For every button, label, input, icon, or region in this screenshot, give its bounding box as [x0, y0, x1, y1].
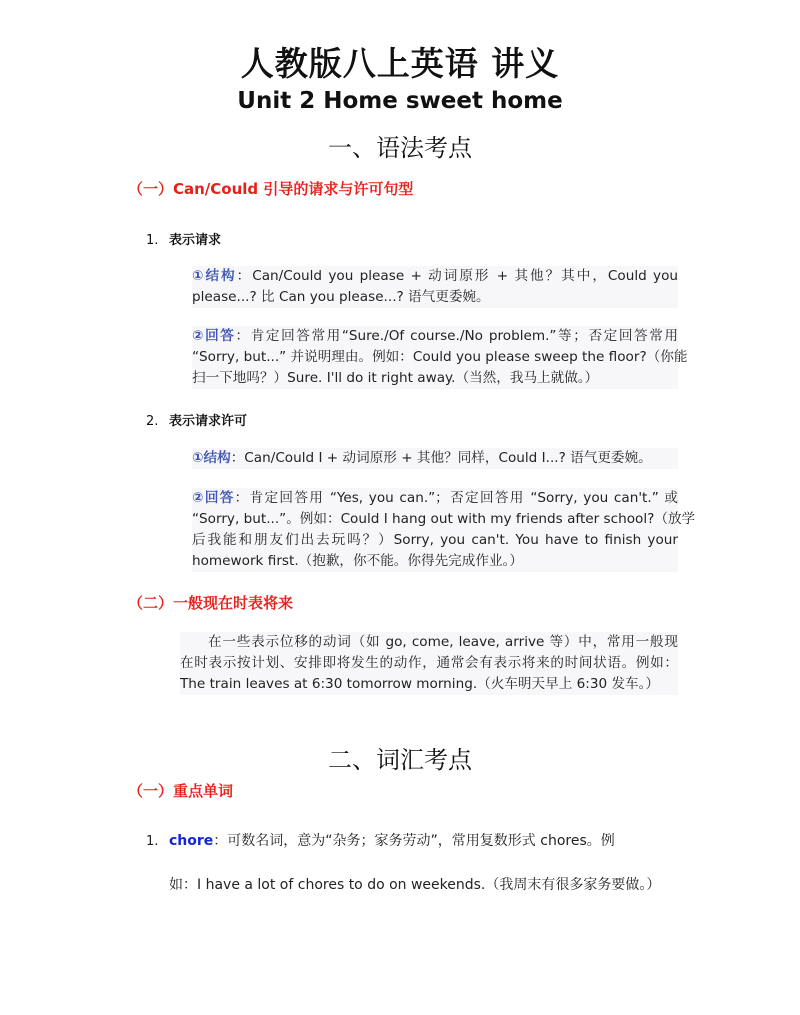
list-number: 1. — [146, 834, 159, 849]
text-line: 在时表示按计划、安排即将发生的动作，通常会有表示将来的时间状语。例如： — [180, 655, 678, 671]
list-number: 1. — [146, 233, 159, 248]
vocab-item-chore — [146, 830, 678, 850]
list-item-request-heading — [146, 229, 221, 248]
subsection-heading-can-could: （一）Can/Could 引导的请求与许可句型 — [128, 180, 414, 198]
unit-title: Unit 2 Home sweet home — [237, 88, 563, 114]
answer-text: ：肯定回答用 “Yes, you can.”；否定回答用 “Sorry, you can't.” 或 — [234, 490, 678, 506]
keyword-chore: chore — [169, 833, 214, 849]
list-number: 2. — [146, 414, 159, 429]
vocab-example-line: 如：I have a lot of chores to do on weekends.（我周末有很多家务要做。） — [169, 877, 661, 893]
text-line — [192, 488, 678, 509]
list-item-title: 表示请求许可 — [169, 414, 248, 429]
structure-text: ：Can/Could you please + 动词原形 + 其他？其中，Could you — [236, 268, 678, 284]
text-line: 后我能和朋友们出去玩吗？）Sorry, you can't. You have to finish your — [192, 532, 678, 548]
text-line: 在一些表示位移的动词（如 go, come, leave, arrive 等）中，常用一般现 — [208, 634, 678, 650]
answer-block-request — [192, 326, 688, 389]
paragraph-present-for-future — [180, 632, 678, 695]
structure-block-request — [192, 266, 678, 308]
answer-label: ②回答 — [192, 490, 235, 506]
answer-label: ②回答 — [192, 328, 236, 344]
text-line — [192, 448, 678, 469]
subsection-heading-key-words: （一）重点单词 — [128, 782, 234, 800]
text-line: The train leaves at 6:30 tomorrow morning.（火车明天早上 6:30 发车。） — [180, 676, 660, 692]
list-item-permission-heading — [146, 410, 247, 429]
answer-text: ：肯定回答常用“Sure./Of course./No problem.”等；否定回答常用 — [235, 328, 678, 344]
answer-block-permission — [192, 488, 696, 572]
structure-block-permission — [192, 448, 678, 469]
structure-label: ①结构 — [192, 450, 231, 466]
text-line: “Sorry, but...”。例如：Could I hang out with my friends after school?（放学 — [192, 511, 696, 527]
text-line — [192, 266, 678, 287]
list-item-title: 表示请求 — [169, 233, 222, 248]
text-line: 扫一下地吗？）Sure. I'll do it right away.（当然，我马上就做。） — [192, 370, 599, 386]
subsection-heading-present-for-future: （二）一般现在时表将来 — [128, 594, 294, 612]
structure-text: ：Can/Could I + 动词原形 + 其他？同样，Could I...? 语气更委婉。 — [230, 450, 652, 466]
vocab-definition: ：可数名词，意为“杂务；家务劳动”，常用复数形式 chores。例 — [213, 833, 615, 849]
section-heading-vocabulary: 二、词汇考点 — [328, 746, 472, 774]
text-line: please...? 比 Can you please...? 语气更委婉。 — [192, 289, 490, 305]
text-line: homework first.（抱歉，你不能。你得先完成作业。） — [192, 553, 523, 569]
structure-label: ①结构 — [192, 268, 237, 284]
text-line: “Sorry, but...” 并说明理由。例如：Could you please sweep the floor?（你能 — [192, 349, 688, 365]
text-line — [192, 326, 678, 347]
document-title: 人教版八上英语 讲义 — [240, 44, 560, 83]
section-heading-grammar: 一、语法考点 — [328, 134, 472, 162]
